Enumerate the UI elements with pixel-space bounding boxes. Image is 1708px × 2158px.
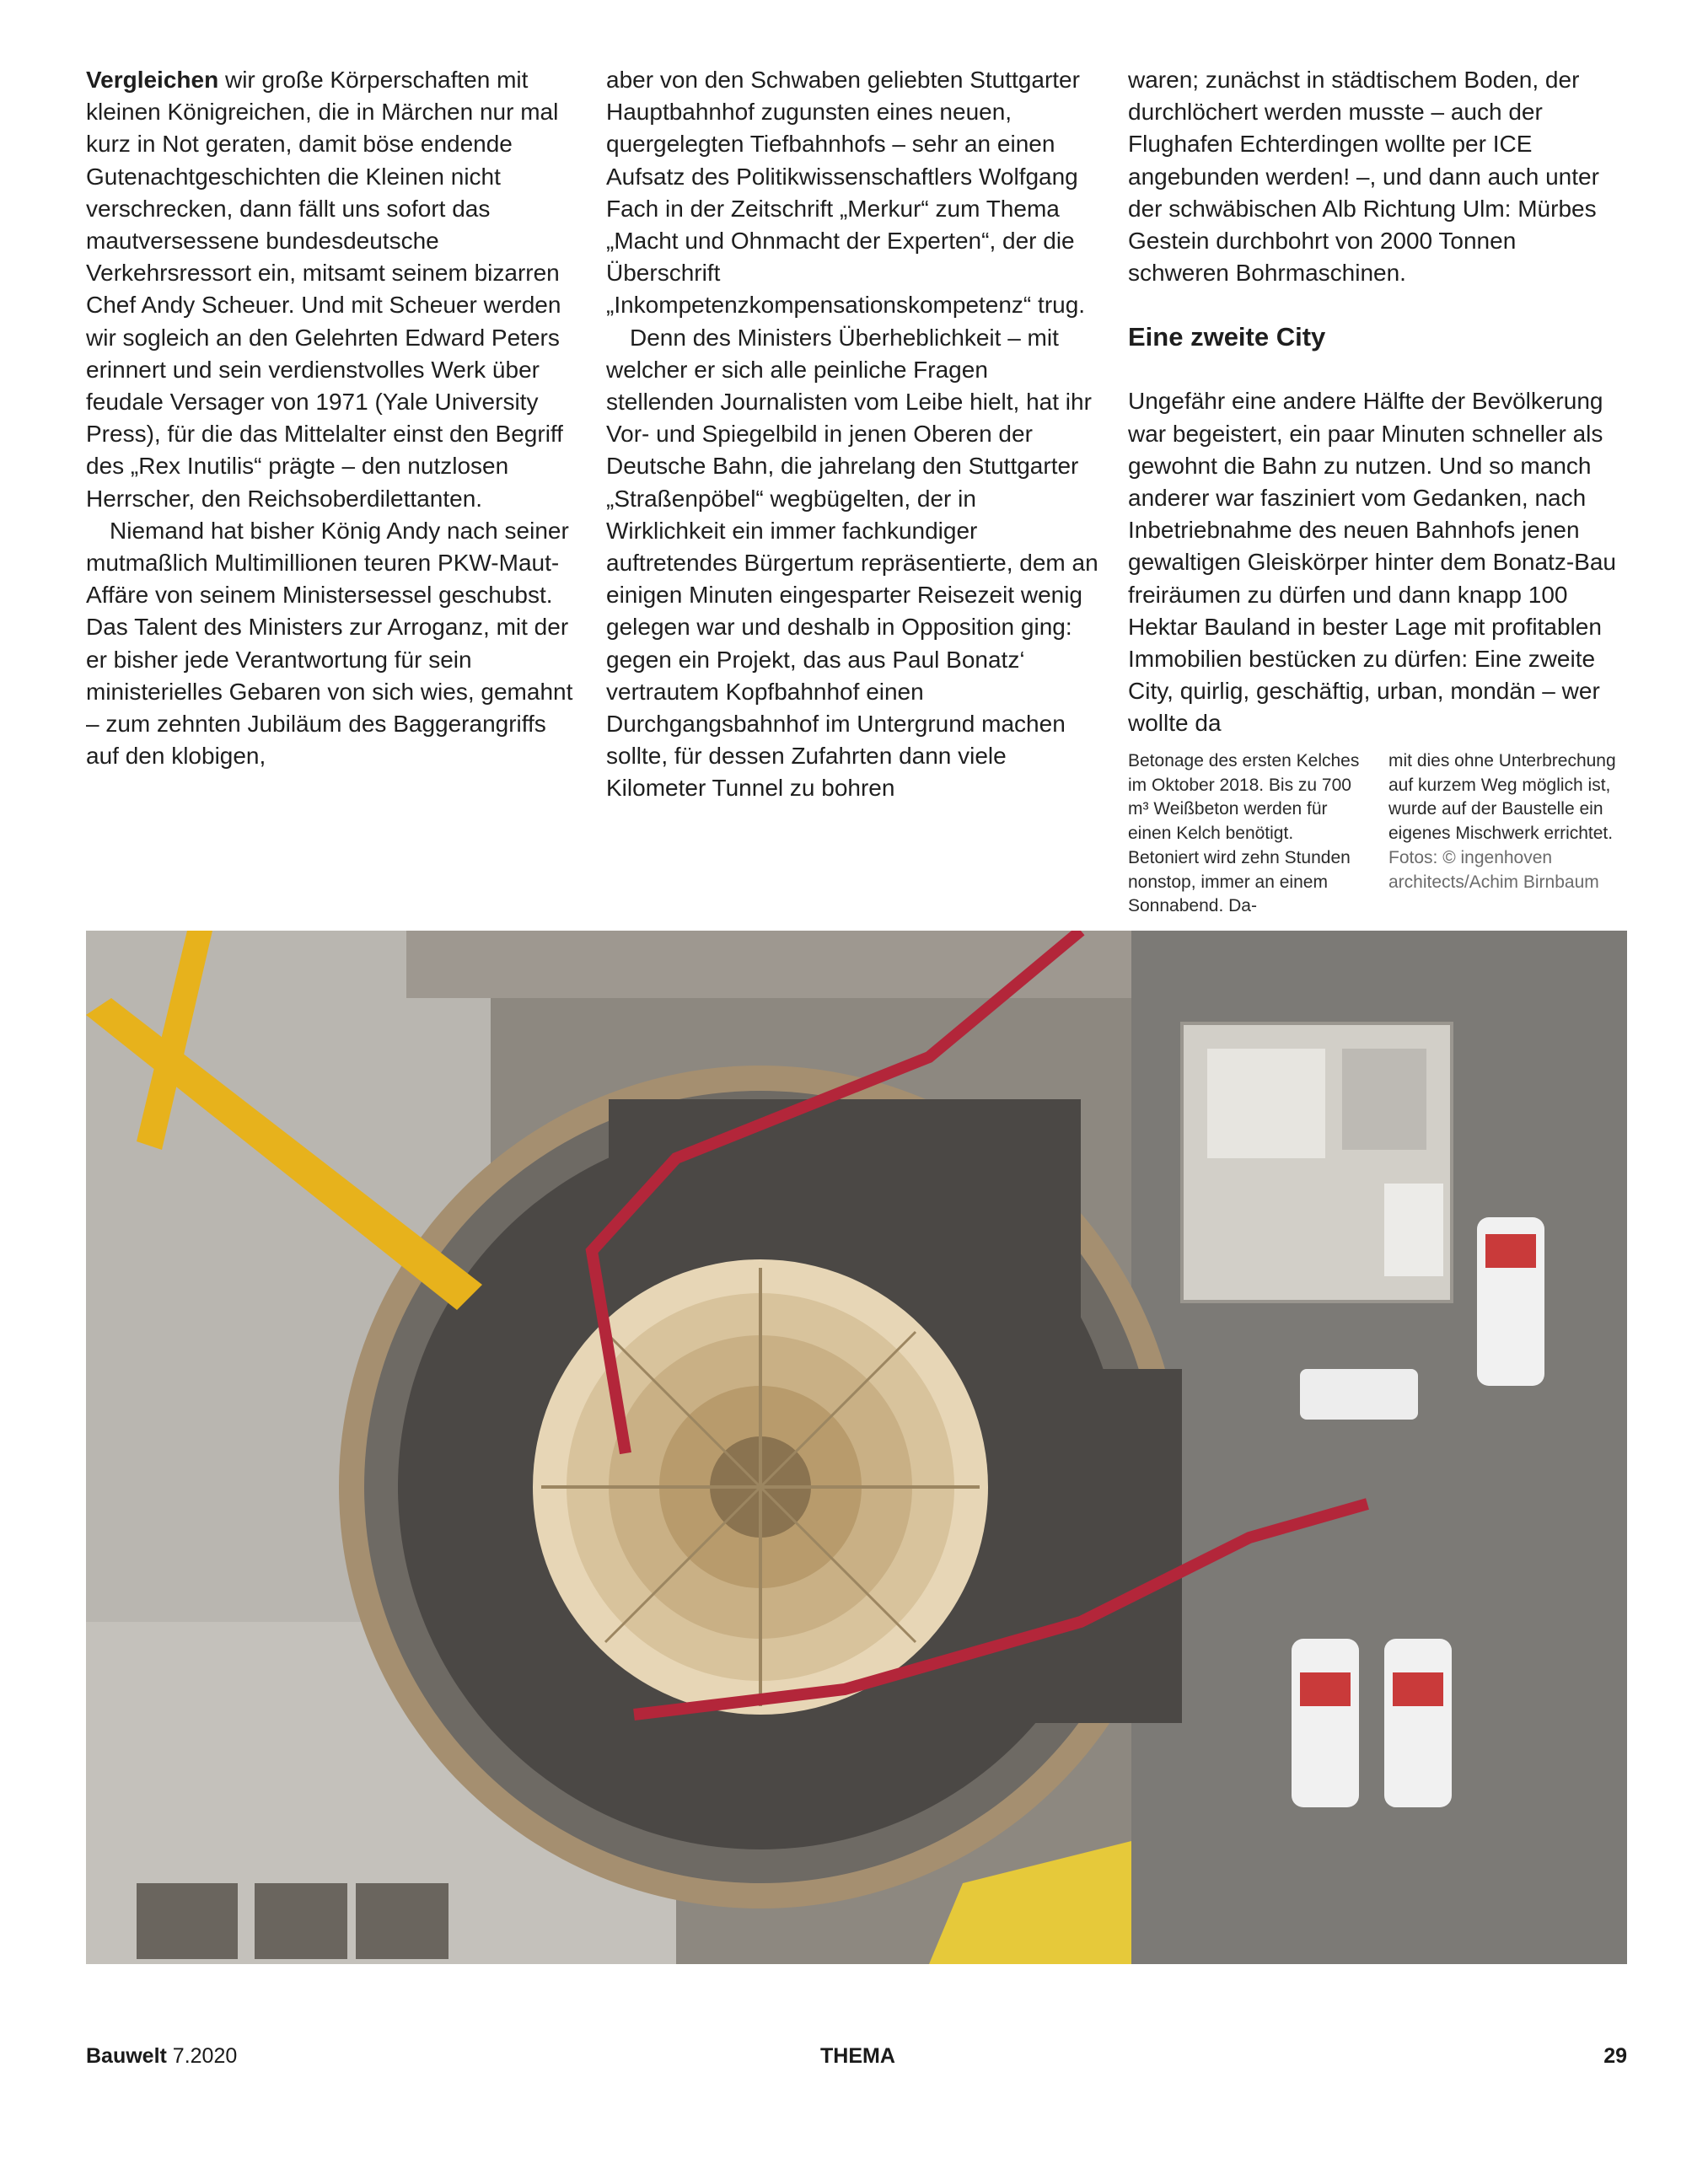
- paragraph: aber von den Schwaben geliebten Stuttgarter Hauptbahnhof zugunsten eines neuen, quergelegten Tiefbahnhofs – sehr an einen Aufsatz des Politikwissenschaftlers Wolfgang Fach in der Zeitschrift „Merkur“ zum Thema „Macht und Ohnmacht der Experten“, der die Überschrift „Inkompetenzkompensationskompetenz“ trug.: [606, 67, 1086, 319]
- caption-text: mit dies ohne Unterbrechung auf kurzem Weg möglich ist, wurde auf der Baustelle ein eigenes Mischwerk errichtet.: [1388, 751, 1616, 844]
- magazine-name: Bauwelt: [86, 2044, 167, 2068]
- photo-credit: Fotos: © ingenhoven architects/Achim Birnbaum: [1388, 847, 1599, 892]
- photo-caption-part-2: [1388, 749, 1628, 894]
- lead-word: Vergleichen: [86, 67, 219, 93]
- caption-text: Betonage des ersten Kelches im Oktober 2018. Bis zu 700 m³ Weißbeton werden für einen Kelch benötigt. Betoniert wird zehn Stunden nonstop, immer an einem Sonnabend. Da-: [1128, 751, 1360, 916]
- page-number: 29: [1603, 2044, 1627, 2068]
- footer-section: THEMA: [820, 2044, 895, 2068]
- paragraph: [86, 64, 580, 515]
- photo-caption-part-1: [1128, 749, 1367, 919]
- section-subheading: Eine zweite City: [1128, 322, 1326, 352]
- paragraph: waren; zunächst in städtischem Boden, der durchlöchert werden musste – auch der Flughafen Echterdingen wollte per ICE angebunden werden! –, und dann auch unter der schwäbischen Alb Richtung Ulm: Mürbes Gestein durchbohrt von 2000 Tonnen schweren Bohrmaschinen.: [1128, 67, 1599, 287]
- aerial-construction-photo: [86, 931, 1627, 1964]
- paragraph-text: wir große Körperschaften mit kleinen Königreichen, die in Märchen nur mal kurz in Not geraten, damit böse endende Gutenachtgeschichten die Kleinen nicht verschrecken, dann fällt uns sofort das mautversessene bundesdeutsche Verkehrsressort ein, mitsamt seinem bizarren Chef Andy Scheuer. Und mit Scheuer werden wir sogleich an den Gelehrten Edward Peters erinnert und sein verdienstvolles Werk über feudale Versager von 1971 (Yale University Press), für die das Mittelalter einst den Begriff des „Rex Inutilis“ prägte – den nutzlosen Herrscher, den Reichsoberdilettanten.: [86, 67, 563, 512]
- article-column-3: [1128, 64, 1622, 740]
- footer-magazine: [86, 2043, 237, 2069]
- paragraph: Niemand hat bisher König Andy nach seiner mutmaßlich Multimillionen teuren PKW-Maut-Affäre von seinem Ministersessel geschubst. Das Talent des Ministers zur Arroganz, mit der er bisher jede Verantwortung für sein ministerielles Gebaren von sich wies, gemahnt – zum zehnten Jubiläum des Baggerangriffs auf den klobigen,: [86, 517, 573, 770]
- article-column-1: [86, 64, 580, 772]
- issue-number: 7.2020: [166, 2044, 238, 2068]
- paragraph: Denn des Ministers Überheblichkeit – mit welcher er sich alle peinliche Fragen stellenden Journalisten vom Leibe hielt, hat ihr Vor- und Spiegelbild in jenen Oberen der Deutsche Bahn, die jahrelang den Stuttgarter „Straßenpöbel“ wegbügelten, der in Wirklichkeit ein immer fachkundiger auftretendes Bürgertum repräsentierte, dem an einigen Minuten eingesparter Reisezeit wenig gelegen war und deshalb in Opposition ging: gegen ein Projekt, das aus Paul Bonatz‘ vertrautem Kopfbahnhof einen Durchgangsbahnhof im Untergrund machen sollte, für dessen Zufahrten dann viele Kilometer Tunnel zu bohren: [606, 324, 1098, 802]
- paragraph: Ungefähr eine andere Hälfte der Bevölkerung war begeistert, ein paar Minuten schneller als gewohnt die Bahn zu nutzen. Und so manch anderer war fasziniert vom Gedanken, nach Inbetriebnahme des neuen Bahnhofs jenen gewaltigen Gleiskörper hinter dem Bonatz-Bau freiräumen zu dürfen und dann knapp 100 Hektar Bauland in bester Lage mit profitablen Immobilien bestücken zu dürfen: Eine zweite City, quirlig, geschäftig, urban, mondän – wer wollte da: [1128, 388, 1616, 737]
- article-column-2: [606, 64, 1100, 805]
